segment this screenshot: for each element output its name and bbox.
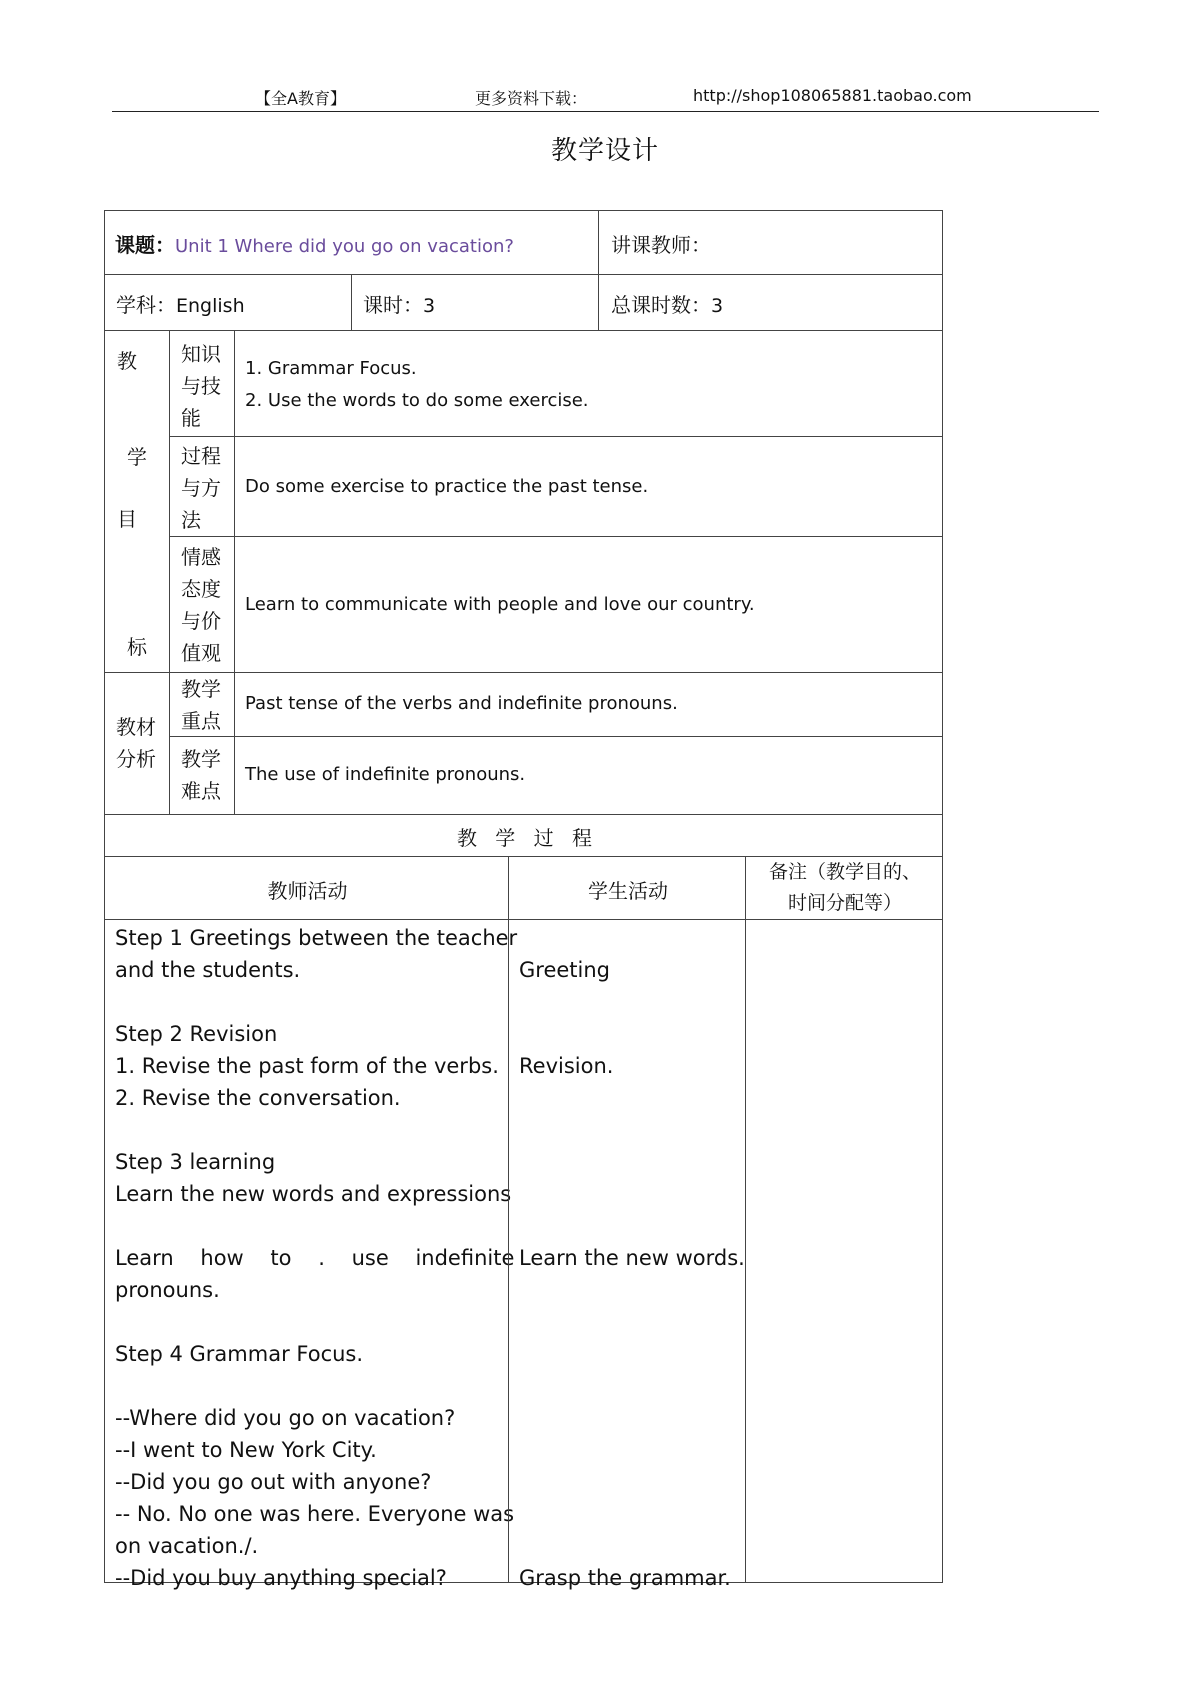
total-periods-cell: [598, 274, 943, 331]
teacher-line: [115, 1306, 503, 1338]
total-periods-value: 3: [711, 295, 724, 317]
student-blank-line: [519, 986, 744, 1018]
teacher-line: Learn the new words and expressions: [115, 1182, 512, 1206]
student-blank-line: [519, 1178, 744, 1210]
teacher-label: 讲课教师：: [611, 233, 711, 257]
analysis-key-text: Past tense of the verbs and indefinite pronouns.: [245, 693, 678, 714]
header-url[interactable]: http://shop108065881.taobao.com: [693, 86, 972, 105]
notes-cell: [745, 919, 943, 1583]
objective-label-knowledge-text: 知识 与技 能: [181, 342, 221, 430]
objective-label-attitude-text: 情感 态度 与价 值观: [181, 545, 221, 665]
objective-content-knowledge: [234, 330, 943, 437]
student-item: Grasp the grammar.: [519, 1566, 731, 1590]
analysis-label-difficult: [169, 736, 235, 815]
col-header-teacher: [104, 856, 509, 920]
student-blank-line: [519, 1306, 744, 1338]
teacher-cell: [598, 210, 943, 275]
col-header-teacher-text: 教师活动: [267, 879, 348, 903]
student-blank-line: [519, 1114, 744, 1146]
student-blank-line: [519, 1402, 744, 1434]
teacher-line: 1. Revise the past form of the verbs.: [115, 1054, 499, 1078]
analysis-label-key: [169, 672, 235, 737]
analysis-group-label-text: 教材 分析: [116, 715, 156, 771]
analysis-label-key-text: 教学 重点: [181, 677, 221, 733]
teacher-line: --Where did you go on vacation?: [115, 1406, 456, 1430]
teacher-line: Step 1 Greetings between the teacher: [115, 926, 518, 950]
student-blank-line: [519, 1530, 744, 1562]
teacher-line: Step 2 Revision: [115, 1022, 278, 1046]
teacher-line: pronouns.: [115, 1278, 220, 1302]
teacher-line: Step 3 learning: [115, 1150, 276, 1174]
teacher-line: [115, 986, 503, 1018]
teacher-line: --Did you go out with anyone?: [115, 1470, 432, 1494]
student-blank-line: [519, 1018, 744, 1050]
lesson-cell: [104, 210, 599, 275]
student-activity-cell: [508, 919, 746, 1590]
teacher-line: -- No. No one was here. Everyone was: [115, 1502, 515, 1526]
objective-label-knowledge: [169, 330, 235, 437]
analysis-group-label: [104, 672, 170, 815]
objective-attitude-line-1: Learn to communicate with people and love our country.: [245, 594, 755, 615]
subject-value: English: [176, 295, 245, 317]
page-title: 教学设计: [550, 136, 659, 166]
analysis-content-key: [234, 672, 943, 737]
teacher-line: Learn how to . use indefinite: [115, 1246, 515, 1270]
teacher-line: [115, 1210, 503, 1242]
teacher-line: --I went to New York City.: [115, 1438, 377, 1462]
objectives-char-2: 学: [127, 445, 147, 469]
objective-label-attitude: [169, 536, 235, 673]
student-blank-line: [519, 922, 744, 954]
process-title-cell: [104, 814, 943, 857]
col-header-student-text: 学生活动: [588, 879, 668, 903]
student-blank-line: [519, 1338, 744, 1370]
header-brand: 【全A教育】: [255, 89, 346, 108]
period-cell: [351, 274, 599, 331]
lesson-label: 课题：: [115, 233, 175, 257]
header-divider: [112, 111, 1099, 112]
student-blank-line: [519, 1210, 744, 1242]
student-blank-line: [519, 1274, 744, 1306]
teacher-line: and the students.: [115, 958, 301, 982]
student-item: Learn the new words.: [519, 1246, 745, 1270]
objectives-char-4: 标: [127, 635, 147, 659]
col-header-notes-text: 备注（教学目的、 时间分配等）: [768, 861, 921, 914]
col-header-notes: [745, 856, 943, 920]
subject-label: 学科：: [116, 293, 176, 317]
student-blank-line: [519, 1146, 744, 1178]
objective-content-attitude: [234, 536, 943, 673]
student-blank-line: [519, 1370, 744, 1402]
objectives-char-1: 教: [117, 349, 137, 373]
student-activity-lines: [519, 922, 744, 1594]
teacher-line: on vacation./.: [115, 1534, 259, 1558]
objective-knowledge-line-1: 1. Grammar Focus.: [245, 358, 417, 379]
student-item: Revision.: [519, 1054, 614, 1078]
analysis-content-difficult: [234, 736, 943, 815]
objective-knowledge-line-2: 2. Use the words to do some exercise.: [245, 390, 589, 411]
teacher-line: [115, 1114, 503, 1146]
process-title: 教 学 过 程: [456, 826, 593, 850]
period-label: 课时：: [363, 293, 423, 317]
header-more-downloads: 更多资料下载：: [475, 89, 588, 108]
teacher-line: Step 4 Grammar Focus.: [115, 1342, 364, 1366]
teacher-line: --Did you buy anything special?: [115, 1566, 447, 1590]
objectives-group-label: [104, 330, 170, 673]
objective-process-line-1: Do some exercise to practice the past tense.: [245, 476, 649, 497]
objectives-char-3: 目: [117, 507, 137, 531]
teacher-line: 2. Revise the conversation.: [115, 1086, 401, 1110]
teacher-line: [115, 1370, 503, 1402]
analysis-label-difficult-text: 教学 难点: [181, 747, 221, 803]
teacher-activity-cell: [104, 919, 518, 1590]
col-header-student: [508, 856, 746, 920]
objective-label-process: [169, 436, 235, 537]
subject-cell: [104, 274, 352, 331]
lesson-value: Unit 1 Where did you go on vacation?: [175, 236, 514, 257]
student-item: Greeting: [519, 958, 610, 982]
period-value: 3: [423, 295, 436, 317]
student-blank-line: [519, 1082, 744, 1114]
analysis-difficult-text: The use of indefinite pronouns.: [245, 764, 526, 785]
objective-label-process-text: 过程 与方 法: [181, 444, 221, 532]
objective-content-process: [234, 436, 943, 537]
total-periods-label: 总课时数：: [611, 293, 711, 317]
student-blank-line: [519, 1466, 744, 1498]
student-blank-line: [519, 1498, 744, 1530]
teacher-activity-lines: [115, 922, 518, 1594]
student-blank-line: [519, 1434, 744, 1466]
